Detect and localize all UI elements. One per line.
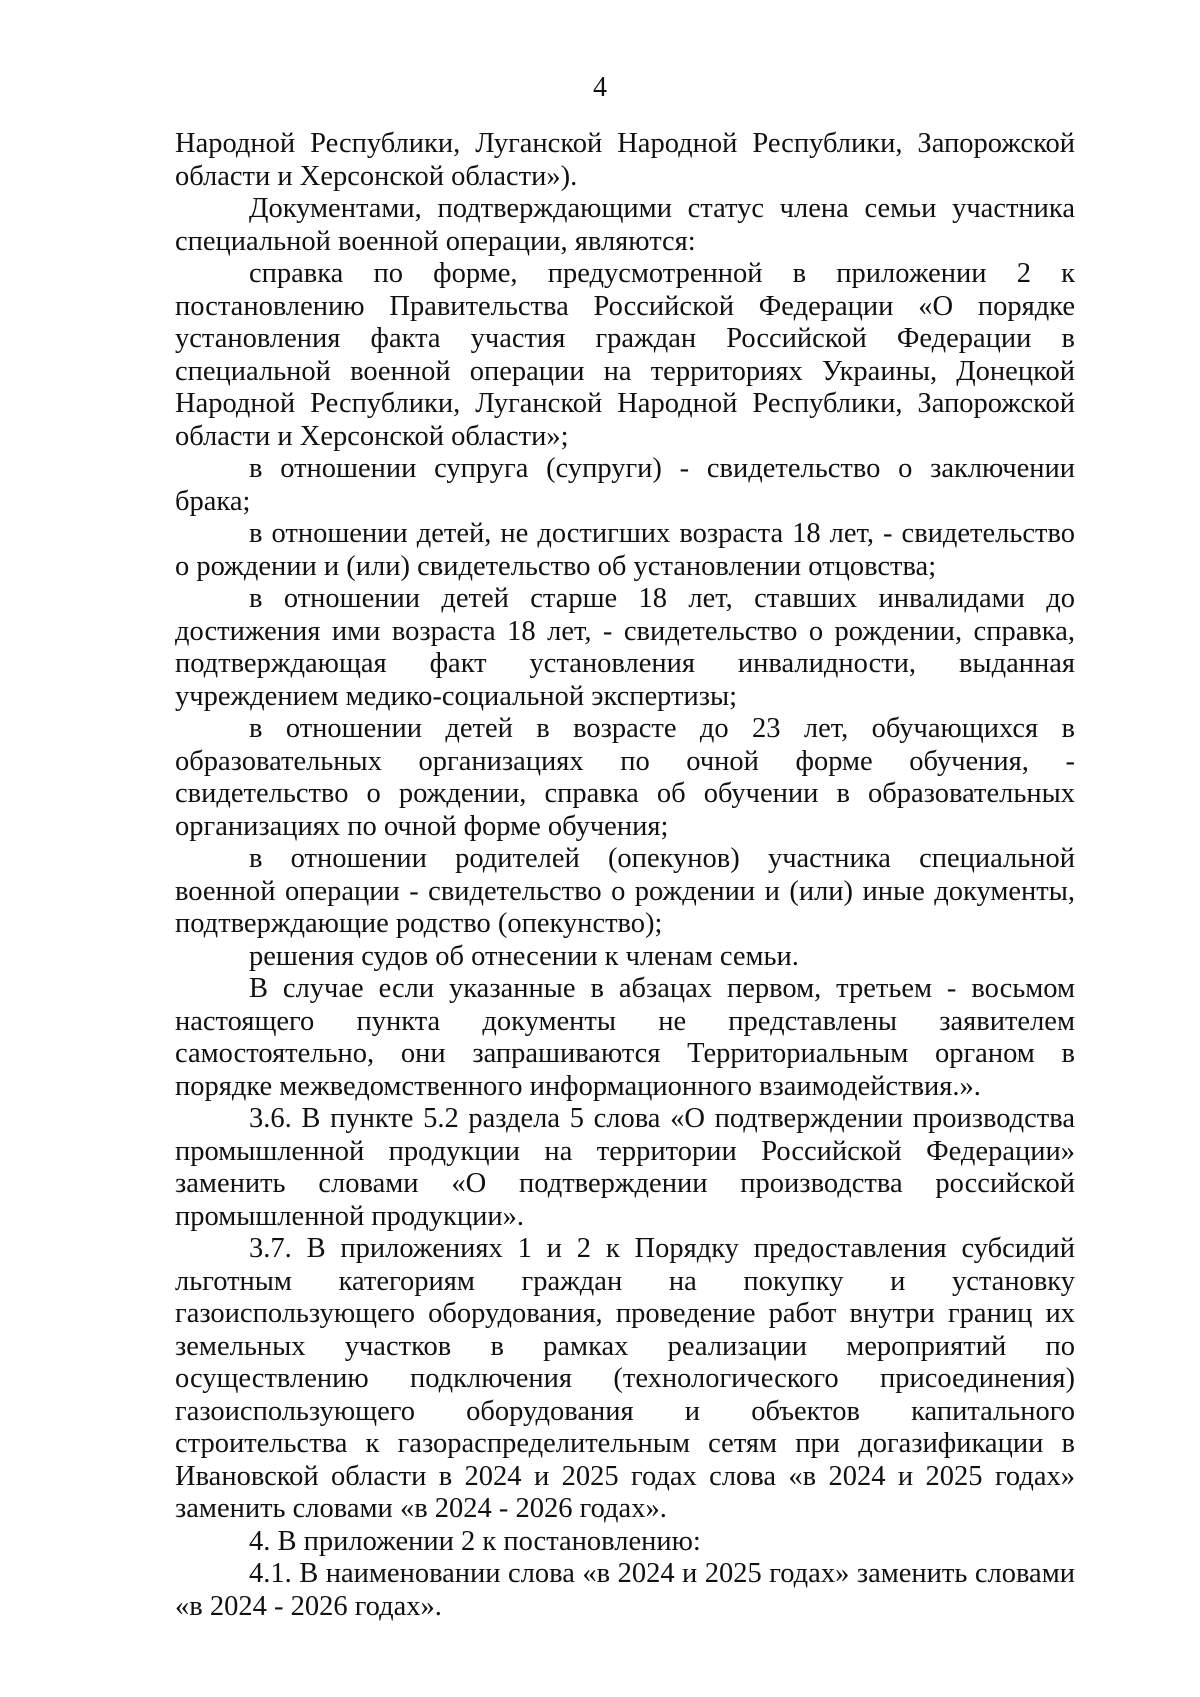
paragraph-1: Народной Республики, Луганской Народной Республики, Запорожской области и Херсонской области»).: [175, 128, 1075, 192]
paragraph-4: в отношении супруга (супруги) - свидетельство о заключении брака;: [175, 453, 1075, 517]
paragraph-3: справка по форме, предусмотренной в приложении 2 к постановлению Правительства Российской Федерации «О порядке установления факта участия граждан Российской Федерации в специальной военной операции на территориях Украины, Донецкой Народной Республики, Луганской Народной Республики, Запорожской области и Херсонской области»;: [175, 258, 1075, 452]
paragraph-5: в отношении детей, не достигших возраста 18 лет, - свидетельство о рождении и (или) свидетельство об установлении отцовства;: [175, 518, 1075, 582]
paragraph-2: Документами, подтверждающими статус члена семьи участника специальной военной операции, являются:: [175, 193, 1075, 257]
paragraph-6: в отношении детей старше 18 лет, ставших инвалидами до достижения ими возраста 18 лет, - свидетельство о рождении, справка, подтверждающая факт установления инвалидности, выданная учреждением медико-социальной экспертизы;: [175, 583, 1075, 712]
paragraph-13: 4. В приложении 2 к постановлению:: [249, 1525, 701, 1557]
paragraph-14: 4.1. В наименовании слова «в 2024 и 2025 годах» заменить словами «в 2024 - 2026 годах».: [175, 1558, 1075, 1622]
paragraph-7: в отношении детей в возрасте до 23 лет, обучающихся в образовательных организациях по очной форме обучения, - свидетельство о рождении, справка об обучении в образовательных организациях по очной форме обучения;: [175, 713, 1075, 842]
paragraph-9: решения судов об отнесении к членам семьи.: [249, 940, 799, 972]
paragraph-12: 3.7. В приложениях 1 и 2 к Порядку предоставления субсидий льготным категориям граждан на покупку и установку газоиспользующего оборудования, проведение работ внутри границ их земельных участков в рамках реализации мероприятий по осуществлению подключения (технологического присоединения) газоиспользующего оборудования и объектов капитального строительства к газораспределительным сетям при догазификации в Ивановской области в 2024 и 2025 годах слова «в 2024 и 2025 годах» заменить словами «в 2024 - 2026 годах».: [175, 1233, 1075, 1524]
paragraph-10: В случае если указанные в абзацах первом, третьем - восьмом настоящего пункта документы не представлены заявителем самостоятельно, они запрашиваются Территориальным органом в порядке межведомственного информационного взаимодействия.».: [175, 973, 1075, 1102]
document-body: [175, 128, 1075, 1623]
page-number: 4: [593, 72, 607, 103]
paragraph-11: 3.6. В пункте 5.2 раздела 5 слова «О подтверждении производства промышленной продукции на территории Российской Федерации» заменить словами «О подтверждении производства российской промышленной продукции».: [175, 1103, 1075, 1232]
paragraph-8: в отношении родителей (опекунов) участника специальной военной операции - свидетельство о рождении и (или) иные документы, подтверждающие родство (опекунство);: [175, 843, 1075, 939]
